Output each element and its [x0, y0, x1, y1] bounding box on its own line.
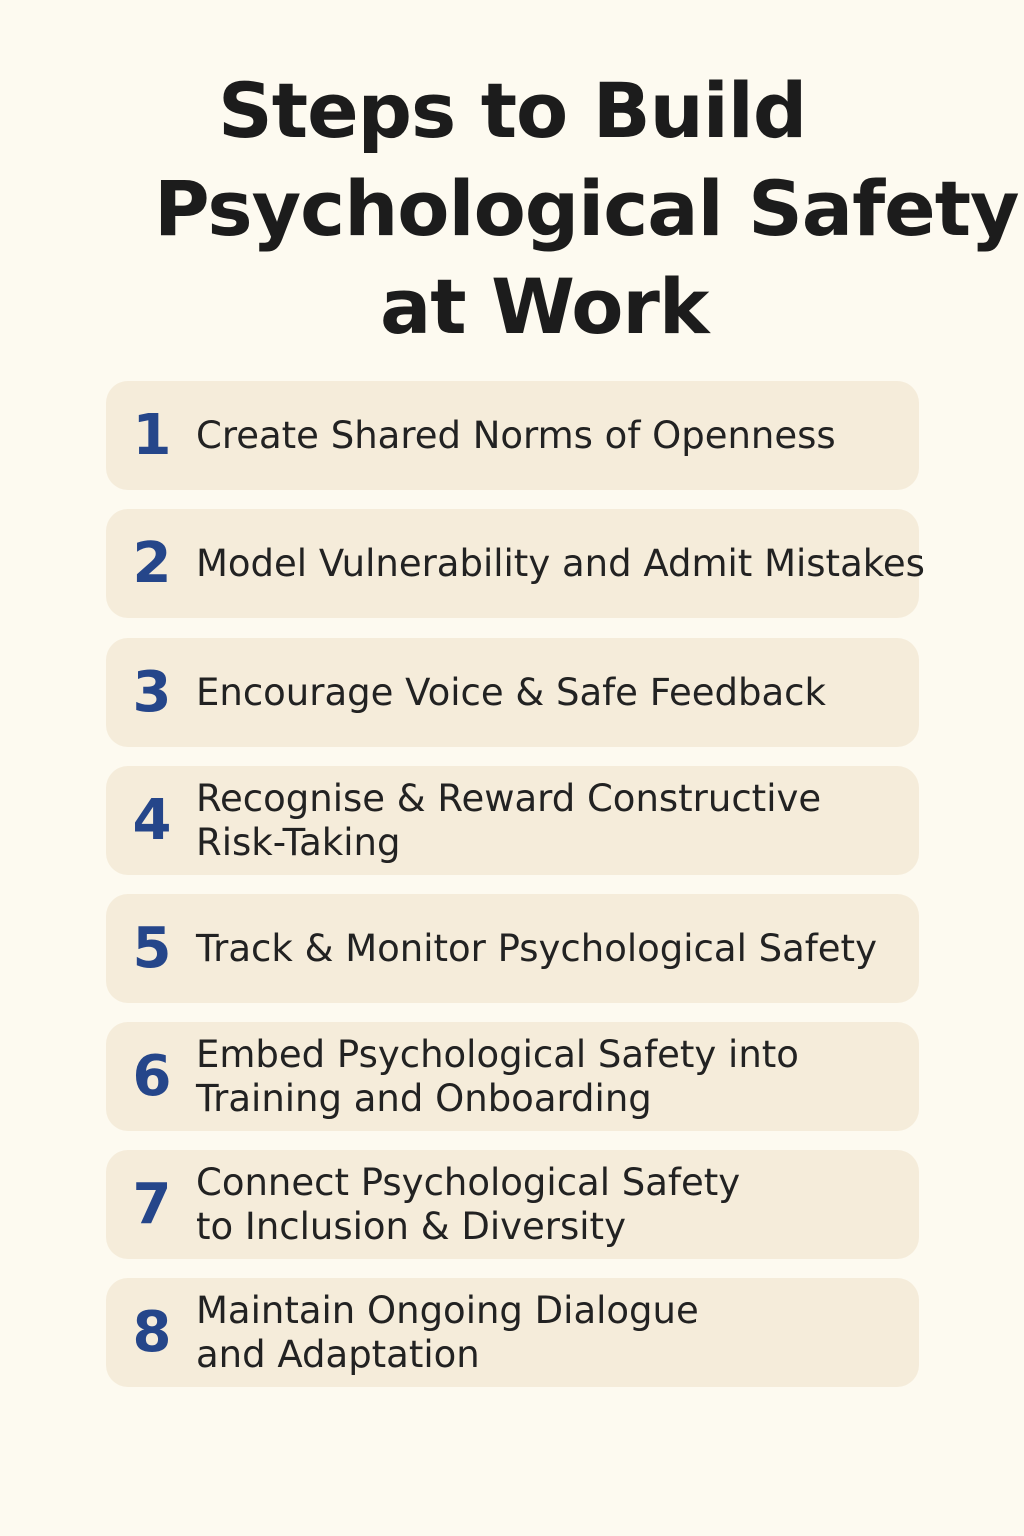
- step-text: Maintain Ongoing Dialogue and Adaptation: [196, 1288, 699, 1376]
- step-card-3: [106, 638, 919, 747]
- step-number: 1: [132, 403, 172, 468]
- step-text: Create Shared Norms of Openness: [196, 413, 836, 457]
- step-text: Recognise & Reward Constructive Risk-Taking: [196, 776, 822, 864]
- step-number: 8: [132, 1300, 172, 1365]
- step-text: Model Vulnerability and Admit Mistakes: [196, 541, 925, 585]
- step-card-7: [106, 1150, 919, 1259]
- title-line-3: at Work: [380, 262, 709, 351]
- step-card-2: [106, 509, 925, 618]
- step-card-5: [106, 894, 919, 1003]
- step-text: Encourage Voice & Safe Feedback: [196, 670, 826, 714]
- step-number: 4: [132, 788, 172, 853]
- step-text: Connect Psychological Safety to Inclusion & Diversity: [196, 1160, 741, 1248]
- step-card-8: [106, 1278, 919, 1387]
- title-line-2: Psychological Safety: [154, 164, 1019, 253]
- step-card-6: [106, 1022, 919, 1131]
- step-text: Embed Psychological Safety into Training and Onboarding: [196, 1032, 799, 1120]
- page-title: [0, 62, 1024, 356]
- step-card-4: [106, 766, 919, 875]
- step-card-1: [106, 381, 919, 490]
- step-number: 6: [132, 1044, 172, 1109]
- step-number: 2: [132, 531, 172, 596]
- title-line-1: Steps to Build: [218, 66, 807, 155]
- step-number: 3: [132, 660, 172, 725]
- step-number: 7: [132, 1172, 172, 1237]
- step-text: Track & Monitor Psychological Safety: [196, 926, 877, 970]
- step-number: 5: [132, 916, 172, 981]
